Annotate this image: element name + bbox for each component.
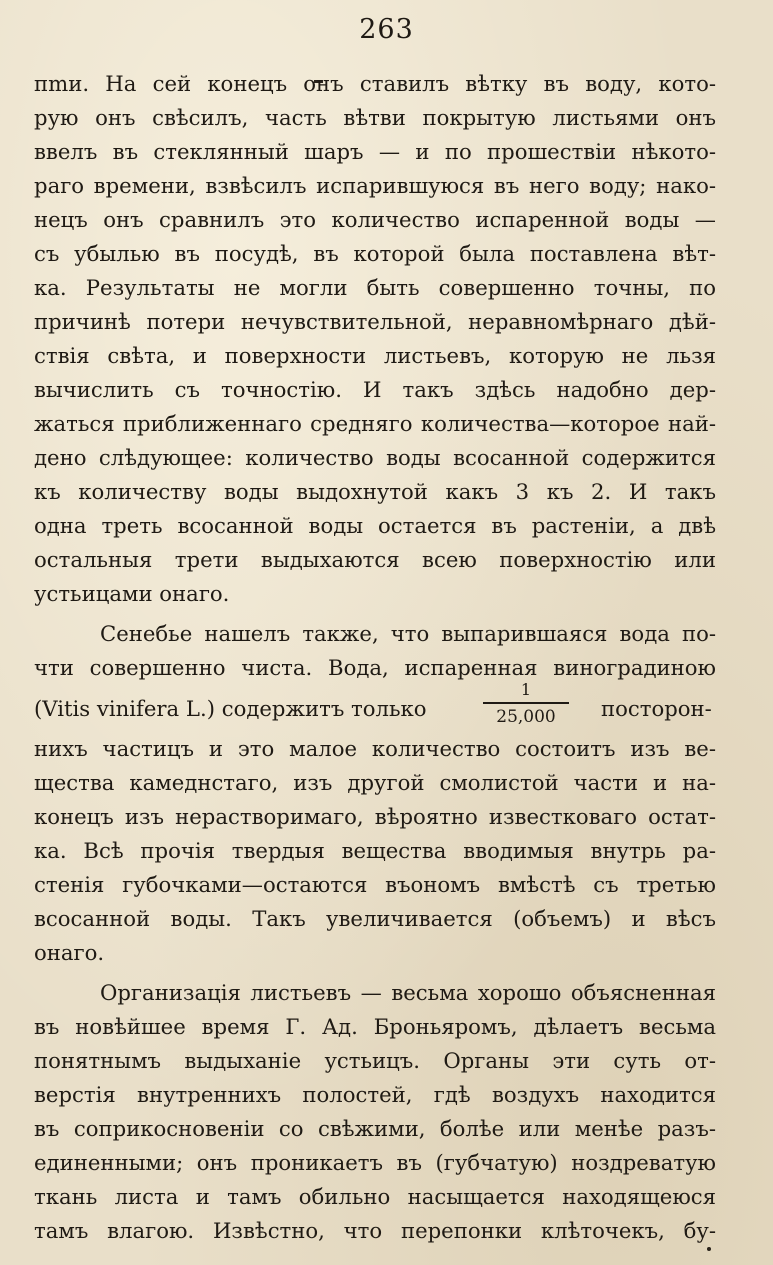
text-line: остальныя трети выдыхаются всею поверхностію или	[34, 547, 716, 572]
fraction-bar	[483, 702, 569, 704]
printer-dot	[707, 1247, 711, 1251]
text-line: ввелъ въ стеклянный шаръ — и по прошествіи нѣкото-	[34, 139, 716, 164]
text-line: раго времени, взвѣсилъ испарившуюся въ него воду; нако-	[34, 173, 716, 198]
text-segment: (Vitis vinifera L.) содержитъ только	[34, 696, 427, 721]
text-segment: посторон-	[601, 696, 712, 721]
text-line: причинѣ потери нечувствительной, неравномѣрнаго дѣй-	[34, 309, 716, 334]
text-line: ка. Всѣ прочія твердыя вещества вводимыя внутрь ра-	[34, 838, 716, 863]
fraction-denominator: 25,000	[496, 707, 556, 727]
text-line: въ соприкосновеніи со свѣжими, болѣе или менѣе разъ-	[34, 1116, 716, 1141]
text-line: рую онъ свѣсилъ, часть вѣтви покрытую листьями онъ	[34, 105, 716, 130]
text-line: пmи. На сей конецъ онъ ставилъ вѣтку въ воду, кото-	[34, 71, 716, 96]
text-line: нихъ частицъ и это малое количество состоитъ изъ ве-	[34, 736, 716, 761]
fraction-numerator: 1	[520, 680, 532, 699]
text-line: щества камеднстаго, изъ другой смолистой части и на-	[34, 770, 716, 795]
text-line: съ убылью въ посудѣ, въ которой была поставлена вѣт-	[34, 241, 716, 266]
text-line: всосанной воды. Такъ увеличивается (объемъ) и вѣсъ	[34, 906, 716, 931]
text-line: къ количеству воды выдохнутой какъ 3 къ 2. И такъ	[34, 479, 716, 504]
text-line: нецъ онъ сравнилъ это количество испаренной воды —	[34, 207, 716, 232]
text-line: верстія внутреннихъ полостей, гдѣ воздухъ находится	[34, 1082, 716, 1107]
fraction-line	[34, 680, 716, 730]
text-line: стенія губочками—остаются въономъ вмѣстѣ съ третью	[34, 872, 716, 897]
text-line: устьицами онаго.	[34, 581, 230, 606]
paragraph-start-line: Организація листьевъ — весьма хорошо объясненная	[100, 980, 716, 1005]
text-line: въ новѣйшее время Г. Ад. Броньяромъ, дѣлаетъ весьма	[34, 1014, 716, 1039]
text-line: онаго.	[34, 940, 105, 965]
fraction	[483, 680, 569, 727]
text-line: дено слѣдующее: количество воды всосанной содержится	[34, 445, 716, 470]
text-line: ствія свѣта, и поверхности листьевъ, которую не льзя	[34, 343, 716, 368]
text-line: ка. Результаты не могли быть совершенно точны, по	[34, 275, 716, 300]
text-line: единенными; онъ проникаетъ въ (губчатую) ноздреватую	[34, 1150, 716, 1175]
text-line: тамъ влагою. Извѣстно, что перепонки клѣточекъ, бу-	[34, 1218, 716, 1243]
text-line: ткань листа и тамъ обильно насыщается находящеюся	[34, 1184, 716, 1209]
paragraph-start-line: Сенебье нашелъ также, что выпарившаяся вода по-	[100, 621, 716, 646]
text-line: понятнымъ выдыханіе устьицъ. Органы эти суть от-	[34, 1048, 716, 1073]
text-line: одна треть всосанной воды остается въ растеніи, а двѣ	[34, 513, 716, 538]
page-number: 263	[359, 14, 414, 45]
text-line: конецъ изъ нерастворимаго, вѣроятно известковаго остат-	[34, 804, 716, 829]
text-line: вычислить съ точностію. И такъ здѣсь надобно дер-	[34, 377, 716, 402]
text-line: жаться приближеннаго средняго количества—которое най-	[34, 411, 716, 436]
text-line: чти совершенно чиста. Вода, испаренная виноградиною	[34, 655, 716, 680]
